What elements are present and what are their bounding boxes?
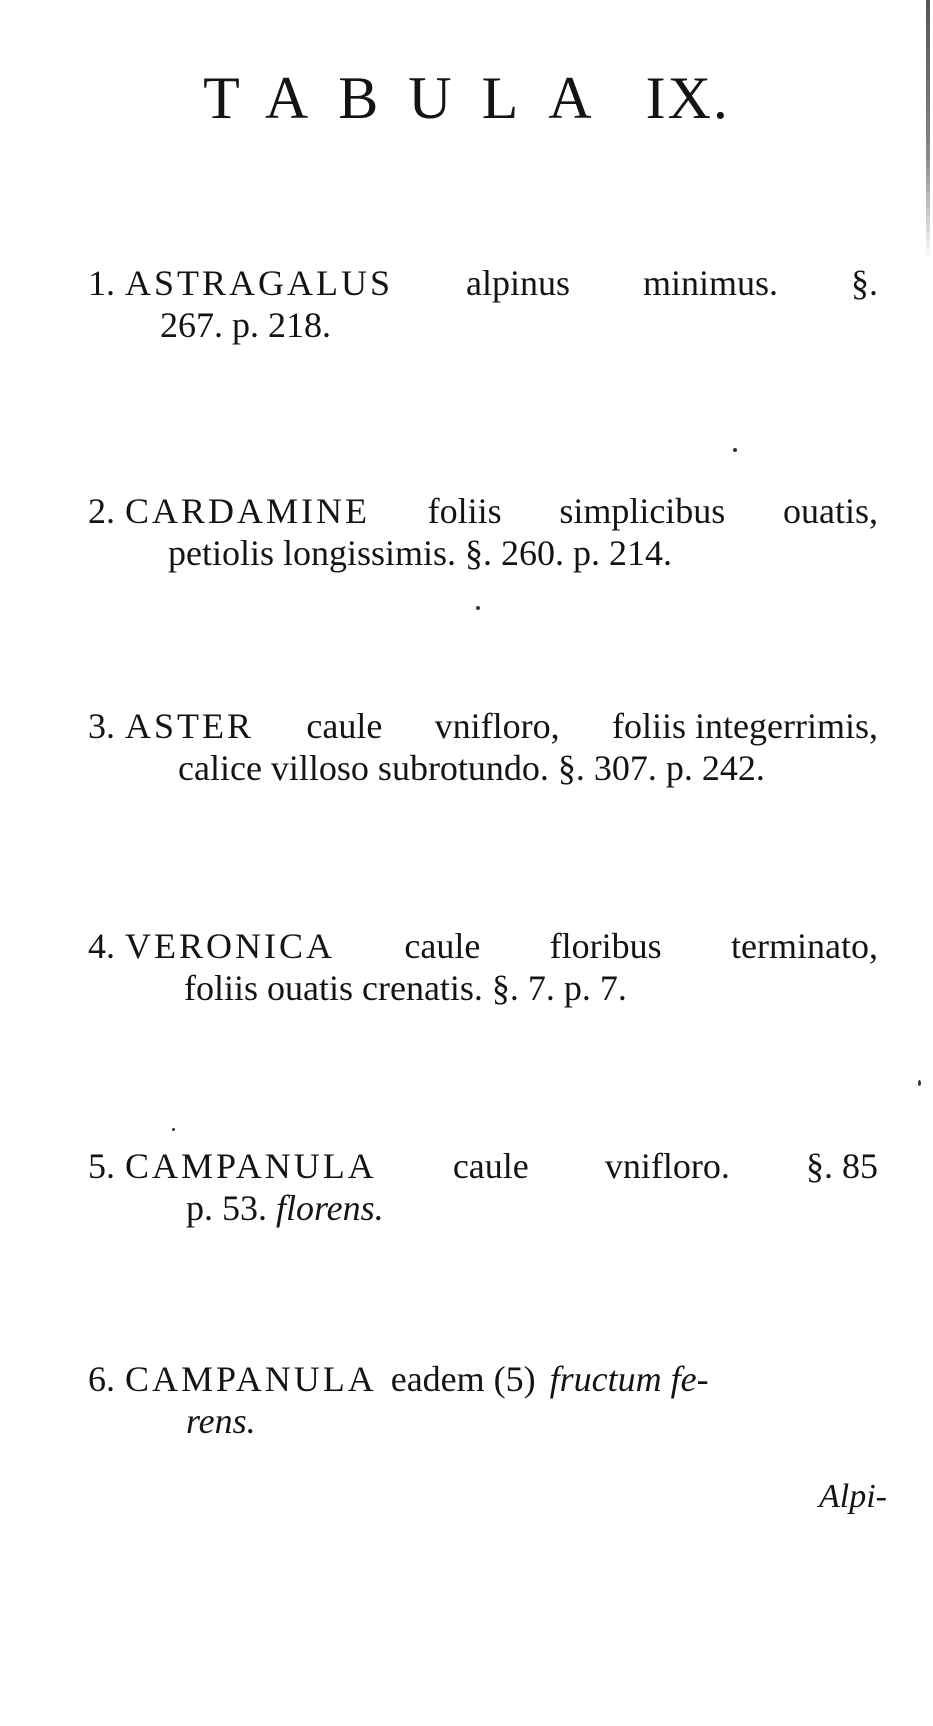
- entry-word: vnifloro,: [434, 706, 560, 746]
- entry-word: caule: [306, 706, 383, 746]
- entry-2: [88, 490, 878, 574]
- entry-word: simplicibus: [559, 491, 726, 531]
- entry-word: §.: [850, 263, 878, 303]
- paper-speck: [918, 1080, 921, 1086]
- entry-text: p. 53.: [186, 1188, 267, 1228]
- entry-6: [88, 1358, 878, 1442]
- title-numeral: IX.: [645, 65, 730, 131]
- page-title: [0, 65, 933, 131]
- entry-4-line-1: [88, 925, 878, 967]
- entry-1: [88, 262, 878, 346]
- entry-1-line-1: [88, 262, 878, 304]
- entry-4-line-2: foliis ouatis crenatis. §. 7. p. 7.: [184, 968, 627, 1008]
- entry-3-line-2: calice villoso subrotundo. §. 307. p. 242.: [178, 748, 765, 788]
- genus-name: ASTRAGALUS: [125, 263, 394, 303]
- entry-6-line-2: rens.: [186, 1401, 256, 1441]
- entry-3: [88, 705, 878, 789]
- paper-speck: [172, 1128, 175, 1131]
- entry-5-line-2: [88, 1187, 878, 1229]
- entry-number: 2.: [88, 491, 115, 531]
- entry-word: foliis: [427, 491, 502, 531]
- entry-5-line-1: [88, 1145, 878, 1187]
- entry-number: 6.: [88, 1359, 115, 1399]
- genus-name: CAMPANULA: [125, 1146, 377, 1186]
- entry-6-line-1: [88, 1358, 878, 1400]
- page-edge-shadow: [926, 0, 930, 260]
- entry-5: [88, 1145, 878, 1229]
- entry-1-line-2: 267. p. 218.: [160, 305, 331, 345]
- entry-word: minimus.: [642, 263, 778, 303]
- entry-word: floribus: [549, 926, 662, 966]
- catchword: Alpi-: [819, 1478, 887, 1515]
- entry-word: foliis integerrimis,: [612, 706, 878, 746]
- paper-speck: [733, 448, 737, 452]
- entry-number: 3.: [88, 706, 115, 746]
- paper-speck: [476, 606, 480, 610]
- entry-word: terminato,: [731, 926, 878, 966]
- entry-3-line-1: [88, 705, 878, 747]
- entry-italic-text: florens.: [276, 1188, 384, 1228]
- entry-2-line-1: [88, 490, 878, 532]
- entry-word: vnifloro.: [604, 1146, 730, 1186]
- entry-word: alpinus: [466, 263, 570, 303]
- entry-number: 5.: [88, 1146, 115, 1186]
- entry-4: [88, 925, 878, 1009]
- entry-number: 1.: [88, 263, 115, 303]
- entry-word: ouatis,: [782, 491, 878, 531]
- entry-italic-text: fructum fe-: [549, 1359, 709, 1399]
- genus-name: CAMPANULA: [125, 1359, 377, 1399]
- entry-2-line-2: petiolis longissimis. §. 260. p. 214.: [168, 533, 673, 573]
- entry-word: caule: [452, 1146, 529, 1186]
- entry-text: eadem (5): [390, 1359, 536, 1399]
- genus-name: ASTER: [125, 706, 255, 746]
- title-word: TABULA: [203, 65, 622, 131]
- entry-word: caule: [404, 926, 481, 966]
- genus-name: CARDAMINE: [125, 491, 371, 531]
- entry-number: 4.: [88, 926, 115, 966]
- entry-word: §. 85: [805, 1146, 878, 1186]
- genus-name: VERONICA: [125, 926, 335, 966]
